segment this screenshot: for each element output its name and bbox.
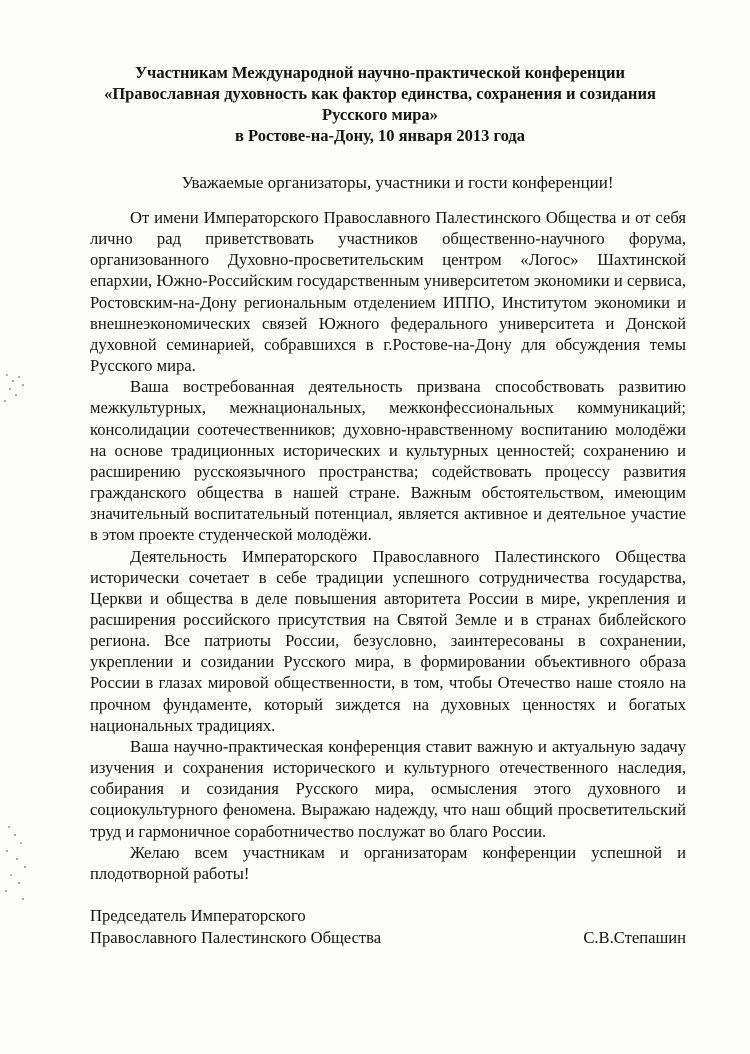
document-header [80, 62, 680, 146]
paragraph-society: Деятельность Императорского Православного Палестинского Общества исторически сочетает в себе традиции успешного сотрудничества государства, Церкви и общества в деле повышения авторитета России в мире, укрепления и расширения российского присутствия на Святой Земле и в странах библейского региона. Все патриоты России, безусловно, заинтересованы в сохранении, укреплении и созидании Русского мира, в формировании объективного образа России в глазах мировой общественности, в том, чтобы Отечество наше стояло на прочном фундаменте, который зиждется на духовных ценностях и богатых национальных традициях. [90, 546, 686, 735]
header-line-conference-title-cont: Русского мира» [322, 105, 438, 124]
paragraph-activity: Ваша востребованная деятельность призвана способствовать развитию межкультурных, межнациональных, межконфессиональных коммуникаций; консолидации соотечественников; духовно-нравственному воспитанию молодёжи на основе традиционных исторических и культурных ценностей; сохранению и расширению русскоязычного пространства; содействовать процессу развития гражданского общества в нашей стране. Важным обстоятельством, имеющим значительный воспитательный потенциал, является активное и деятельное участие в этом проекте студенческой молодёжи. [90, 377, 686, 545]
signatory-name: С.В.Степашин [583, 928, 686, 947]
signatory-role-line-2: Православного Палестинского Общества [90, 928, 382, 947]
header-line-place-date: в Ростове-на-Дону, 10 января 2013 года [235, 126, 525, 145]
paragraph-conference: Ваша научно-практическая конференция ставит важную и актуальную задачу изучения и сохранения исторического и культурного отечественного наследия, собирания и созидания Русского мира, осмысления этого духовного и социокультурного феномена. Выражаю надежду, что наш общий просветительский труд и гармоничное соработничество послужат во благо России. [90, 736, 686, 841]
letter-body [90, 207, 686, 884]
greeting-line: Уважаемые организаторы, участники и гости конференции! [181, 173, 614, 192]
scan-specks-lower [0, 820, 30, 910]
paragraph-wishes: Желаю всем участникам и организаторам конференции успешной и плодотворной работы! [90, 842, 686, 883]
signature-block [90, 905, 686, 949]
paragraph-welcome: От имени Императорского Православного Палестинского Общества и от себя лично рад приветствовать участников общественно-научного форума, организованного Духовно-просветительским центром «Логос» Шахтинской епархии, Южно-Российским государственным университетом экономики и сервиса, Ростовским-на-Дону региональным отделением ИППО, Институтом экономики и внешнеэкономических связей Южного федерального университета и Донской духовной семинарией, собравшихся в г.Ростове-на-Дону для обсуждения темы Русского мира. [90, 208, 686, 376]
header-line-conference-title: «Православная духовность как фактор единства, сохранения и созидания [104, 84, 656, 103]
scan-specks-upper [0, 370, 30, 410]
signatory-role-line-1: Председатель Императорского [90, 906, 306, 925]
header-line-addressee: Участникам Международной научно-практической конференции [134, 63, 626, 82]
